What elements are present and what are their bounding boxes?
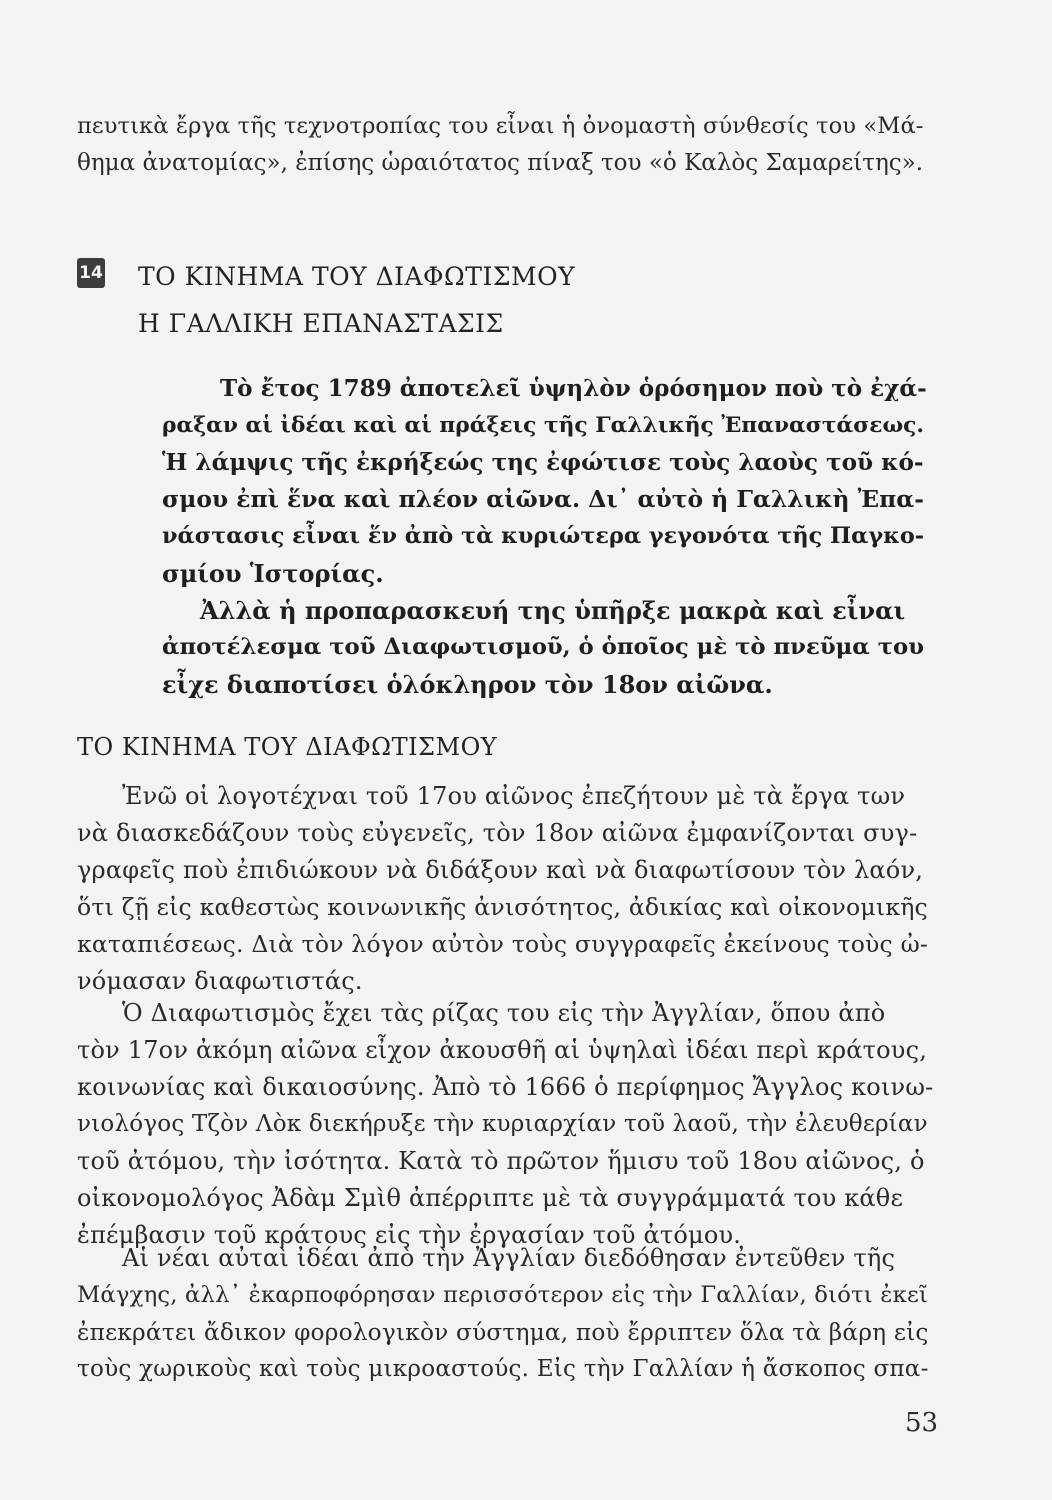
summary-line: νάστασις εἶναι ἕν ἀπὸ τὰ κυριώτερα γεγονότα τῆς Παγκο- [162, 523, 925, 549]
text-line: ὅτι ζῇ εἰς καθεστὼς κοινωνικῆς ἀνισότητος, ἀδικίας καὶ οἰκονομικῆς [77, 893, 928, 921]
chapter-title: ΤΟ ΚΙΝΗΜΑ ΤΟΥ ΔΙΑΦΩΤΙΣΜΟΥ [138, 262, 576, 291]
text-line: νιολόγος Τζὸν Λὸκ διεκήρυξε τὴν κυριαρχίαν τοῦ λαοῦ, τὴν ἐλευθερίαν [77, 1111, 928, 1137]
chapter-number-badge: 14 [77, 258, 105, 288]
body-paragraph [77, 995, 937, 1254]
text-line: καταπιέσεως. Διὰ τὸν λόγον αὐτὸν τοὺς συγγραφεῖς ἐκείνους τοὺς ὠ- [77, 930, 929, 958]
summary-line: εἶχε διαποτίσει ὁλόκληρον τὸν 18ον αἰῶνα. [162, 670, 773, 699]
summary-line: Ἡ λάμψις τῆς ἐκρήξεώς της ἐφώτισε τοὺς λαοὺς τοῦ κό- [162, 449, 924, 476]
text-line: ἐπέμβασιν τοῦ κράτους εἰς τὴν ἐργασίαν τοῦ ἀτόμου. [77, 1221, 742, 1249]
text-line: τὸν 17ον ἀκόμη αἰῶνα εἶχον ἀκουσθῆ αἱ ὑψηλαὶ ἰδέαι περὶ κράτους, [77, 1036, 928, 1064]
text-line: Μάγχης, ἀλλ᾽ ἐκαρποφόρησαν περισσότερον εἰς τὴν Γαλλίαν, διότι ἐκεῖ [77, 1282, 929, 1308]
text-line: Ἐνῶ οἱ λογοτέχναι τοῦ 17ου αἰῶνος ἐπεζήτουν μὲ τὰ ἔργα των [122, 782, 906, 810]
summary-line: ραξαν αἱ ἰδέαι καὶ αἱ πράξεις τῆς Γαλλικῆς Ἐπαναστάσεως. [162, 413, 924, 438]
text-line: οἰκονομολόγος Ἀδὰμ Σμὶθ ἀπέρριπτε μὲ τὰ συγγράμματά του κάθε [77, 1184, 904, 1212]
page-number: 53 [905, 1408, 939, 1438]
summary-line: σμου ἐπὶ ἕνα καὶ πλέον αἰῶνα. Δι᾽ αὐτὸ ἡ Γαλλικὴ Ἐπα- [162, 485, 924, 513]
text-line: τοὺς χωρικοὺς καὶ τοὺς μικροαστούς. Εἰς τὴν Γαλλίαν ἡ ἄσκοπος σπα- [77, 1356, 929, 1382]
body-paragraph [77, 1240, 937, 1388]
summary-line: ἀποτέλεσμα τοῦ Διαφωτισμοῦ, ὁ ὁποῖος μὲ τὸ πνεῦμα του [162, 634, 925, 660]
section-heading: ΤΟ ΚΙΝΗΜΑ ΤΟΥ ΔΙΑΦΩΤΙΣΜΟΥ [77, 733, 498, 761]
summary-line: Τὸ ἔτος 1789 ἀποτελεῖ ὑψηλὸν ὁρόσημον ποὺ τὸ ἐχά- [220, 375, 927, 402]
chapter-summary [162, 370, 932, 703]
text-line: Αἱ νέαι αὐταὶ ἰδέαι ἀπὸ τὴν Ἀγγλίαν διεδόθησαν ἐντεῦθεν τῆς [122, 1244, 896, 1272]
summary-line: Ἀλλὰ ἡ προπαρασκευή της ὑπῆρξε μακρὰ καὶ εἶναι [200, 596, 906, 625]
text-line: γραφεῖς ποὺ ἐπιδιώκουν νὰ διδάξουν καὶ νὰ διαφωτίσουν τὸν λαόν, [77, 856, 924, 884]
text-line: ἐπεκράτει ἄδικον φορολογικὸν σύστημα, ποὺ ἔρριπτεν ὅλα τὰ βάρη εἰς [77, 1319, 929, 1346]
text-line: νόμασαν διαφωτιστάς. [77, 967, 363, 995]
text-line: νὰ διασκεδάζουν τοὺς εὐγενεῖς, τὸν 18ον αἰῶνα ἐμφανίζονται συγ- [77, 819, 918, 847]
text-line: θημα ἀνατομίας», ἐπίσης ὡραιότατος πίναξ του «ὁ Καλὸς Σαμαρείτης». [77, 150, 924, 176]
text-line: πευτικὰ ἔργα τῆς τεχνοτροπίας του εἶναι ἡ ὀνομαστὴ σύνθεσίς του «Μά- [77, 113, 924, 139]
text-line: τοῦ ἀτόμου, τὴν ἰσότητα. Κατὰ τὸ πρῶτον ἥμισυ τοῦ 18ου αἰῶνος, ὁ [77, 1147, 925, 1175]
intro-paragraph [77, 108, 932, 182]
chapter-subtitle: Η ΓΑΛΛΙΚΗ ΕΠΑΝΑΣΤΑΣΙΣ [138, 309, 504, 338]
body-paragraph [77, 778, 937, 1000]
text-line: κοινωνίας καὶ δικαιοσύνης. Ἀπὸ τὸ 1666 ὁ περίφημος Ἄγγλος κοινω- [77, 1073, 934, 1101]
summary-line: σμίου Ἱστορίας. [162, 559, 384, 588]
text-line: Ὁ Διαφωτισμὸς ἔχει τὰς ρίζας του εἰς τὴν Ἀγγλίαν, ὅπου ἀπὸ [122, 999, 886, 1027]
